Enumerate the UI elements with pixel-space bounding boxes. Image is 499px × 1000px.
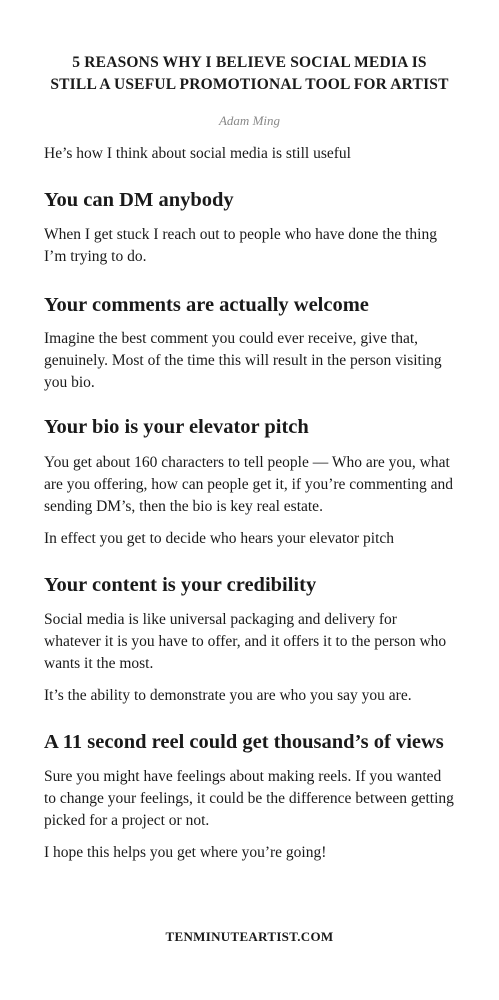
section-paragraph: It’s the ability to demonstrate you are who you say you are. <box>44 687 412 704</box>
section-heading: Your bio is your elevator pitch <box>44 416 309 438</box>
section-content-credibility <box>44 572 455 707</box>
section-heading: A 11 second reel could get thousand’s of views <box>44 731 444 753</box>
section-reel-views <box>44 729 455 864</box>
section-comments-welcome <box>44 292 455 394</box>
section-bio-elevator-pitch <box>44 414 455 550</box>
section-dm-anybody <box>44 187 455 268</box>
article-title: 5 REASONS WHY I BELIEVE SOCIAL MEDIA IS STILL A USEFUL PROMOTIONAL TOOL FOR ARTIST <box>50 54 449 93</box>
section-paragraph: Social media is like universal packaging and delivery for whatever it is you have to offer, and it offers it to the person who wants it the most. <box>44 611 447 672</box>
site-footer: TENMINUTEARTIST.COM <box>165 929 334 944</box>
section-paragraph: Sure you might have feelings about making reels. If you wanted to change your feelings, it could be the difference between getting picked for a project or not. <box>44 768 454 829</box>
section-heading: Your content is your credibility <box>44 574 317 596</box>
section-paragraph: I hope this helps you get where you’re going! <box>44 844 327 861</box>
section-paragraph: When I get stuck I reach out to people who have done the thing I’m trying to do. <box>44 226 437 265</box>
section-paragraph: You get about 160 characters to tell people — Who are you, what are you offering, how can people get it, if you’re commenting and sending DM’s, then the bio is key real estate. <box>44 454 454 515</box>
author-name: Adam Ming <box>218 113 281 128</box>
intro-paragraph: He’s how I think about social media is still useful <box>44 145 351 162</box>
section-heading: You can DM anybody <box>44 189 234 211</box>
section-paragraph: Imagine the best comment you could ever receive, give that, genuinely. Most of the time this will result in the person visiting you bio. <box>44 330 442 391</box>
section-heading: Your comments are actually welcome <box>44 294 369 316</box>
section-paragraph: In effect you get to decide who hears your elevator pitch <box>44 530 395 547</box>
